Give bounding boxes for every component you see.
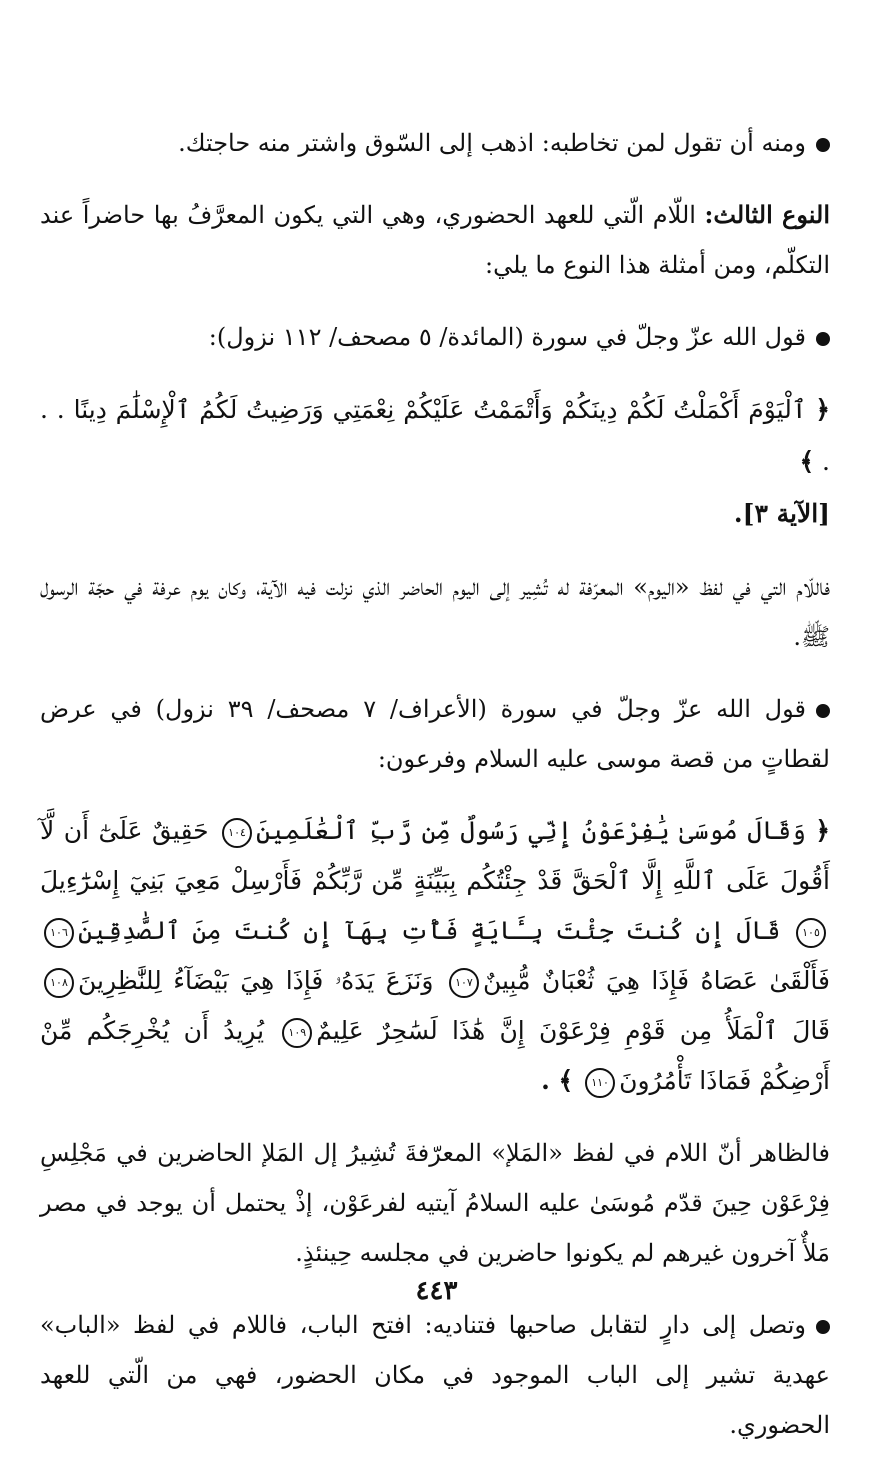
ayah-number-marker: ١١٠ (585, 1068, 615, 1098)
explanation-paragraph-1 (40, 562, 830, 662)
paragraph-text: وتصل إلى دارٍ لتقابل صاحبها فتناديه: افتح الباب، فاللام في لفظ «الباب» عهدية تشير إلى الباب الموجود في مكان الحضور، فهي من الّتي للعهد الحضوري. (40, 1311, 830, 1439)
ayah-number-marker: ١٠٦ (44, 918, 74, 948)
verse-segment: قَالَ إِن كُنتَ جِئْتَ بِـَٔايَةٍ فَأْتِ بِهَآ إِن كُنتَ مِنَ ٱلصَّٰدِقِينَ (78, 916, 781, 945)
paragraph-text: فالظاهر أنّ اللام في لفظ «المَلإ» المعرّفةَ تُشِيرُ إل المَلإ الحاضرين في مَجْلِسِ فِرْعَوْن حِينَ قدّم مُوسَىٰ عليه السلامُ آيتيه لفرعَوْن، إذْ يحتمل أن يوجد في مصر مَلأٌ آخرون غيرهم لم يكونوا حاضرين في مجلسه حِينئذٍ. (40, 1139, 830, 1267)
page-number: ٤٤٣ (415, 1276, 458, 1306)
ayah-number-marker: ١٠٧ (449, 968, 479, 998)
verse-close-bracket: ﴾ . (541, 1066, 574, 1095)
bullet-paragraph-3 (40, 684, 830, 784)
verse-open-bracket: ﴿ (815, 395, 830, 424)
verse-segment: قَالَ ٱلْمَلَأُ مِن قَوْمِ فِرْعَوْنَ إِنَّ هَٰذَا لَسَٰحِرٌ عَلِيمٌ (316, 1016, 830, 1045)
paragraph-text: قول الله عزّ وجلّ في سورة (المائدة/ ٥ مصحف/ ١١٢ نزول): (208, 323, 806, 351)
section-heading: النوع الثالث: (704, 200, 831, 229)
verse-segment: وَقَالَ مُوسَىٰ يَٰفِرْعَوْنُ إِنِّي رَسُولٌ مِّن رَّبِّ ٱلْعَٰلَمِينَ (256, 816, 806, 845)
bullet-icon (816, 1320, 830, 1334)
bullet-icon (816, 332, 830, 346)
ayah-number-marker: ١٠٥ (796, 918, 826, 948)
verse-reference: [الآية ٣]. (733, 499, 830, 528)
verse-segment: حَقِيقٌ عَلَىٰٓ أَن لَّآ أَقُولَ عَلَى ٱللَّهِ إِلَّا ٱلْحَقَّ قَدْ جِئْتُكُم بِبَيِّنَةٍ مِّن رَّبِّكُمْ فَأَرْسِلْ مَعِيَ بَنِيٓ إِسْرَٰٓءِيلَ (40, 816, 830, 895)
bullet-paragraph-4 (40, 1300, 830, 1450)
verse-segment: يُرِيدُ أَن يُخْرِجَكُم مِّنْ أَرْضِكُمْ فَمَاذَا تَأْمُرُونَ (40, 1016, 830, 1095)
bullet-icon (816, 704, 830, 718)
section-paragraph-type-three (40, 190, 830, 290)
paragraph-text: فاللّام التي في لفظ «اليوم» المعرّفة له تُشِير إلى اليوم الحاضر الذي نزلت فيه الآية، وكان يوم عرفة في حجّة الرسول ﷺ. (40, 573, 830, 651)
ayah-number-marker: ١٠٩ (282, 1018, 312, 1048)
bullet-paragraph-1 (40, 118, 830, 168)
verse-close-bracket: ﴾ (799, 447, 815, 476)
verse-segment: فَأَلْقَىٰ عَصَاهُ فَإِذَا هِيَ ثُعْبَانٌ مُّبِينٌ (482, 966, 830, 995)
bullet-icon (816, 138, 830, 152)
ayah-number-marker: ١٠٤ (222, 818, 252, 848)
paragraph-text: ومنه أن تقول لمن تخاطبه: اذهب إلى السّوق واشتر منه حاجتك. (178, 129, 806, 157)
verse-text: ٱلْيَوْمَ أَكْمَلْتُ لَكُمْ دِينَكُمْ وَأَتْمَمْتُ عَلَيْكُمْ نِعْمَتِي وَرَضِيتُ لَكُمُ ٱلْإِسْلَٰمَ دِينًا . . . (40, 395, 830, 476)
page-body (40, 118, 830, 1472)
bullet-paragraph-2 (40, 312, 830, 362)
quran-verse-1 (40, 384, 830, 540)
paragraph-text: قول الله عزّ وجلّ في سورة (الأعراف/ ٧ مصحف/ ٣٩ نزول) في عرض لقطاتٍ من قصة موسى عليه السلام وفرعون: (40, 695, 830, 773)
ayah-number-marker: ١٠٨ (44, 968, 74, 998)
verse-segment: وَنَزَعَ يَدَهُۥ فَإِذَا هِيَ بَيْضَآءُ لِلنَّٰظِرِينَ (78, 966, 434, 995)
explanation-paragraph-2 (40, 1128, 830, 1278)
paragraph-text: اللّام الّتي للعهد الحضوري، وهي التي يكون المعرَّفُ بها حاضراً عند التكلّم، ومن أمثلة هذا النوع ما يلي: (40, 201, 830, 279)
quran-verse-2 (40, 806, 830, 1106)
verse-open-bracket: ﴿ (815, 816, 831, 845)
